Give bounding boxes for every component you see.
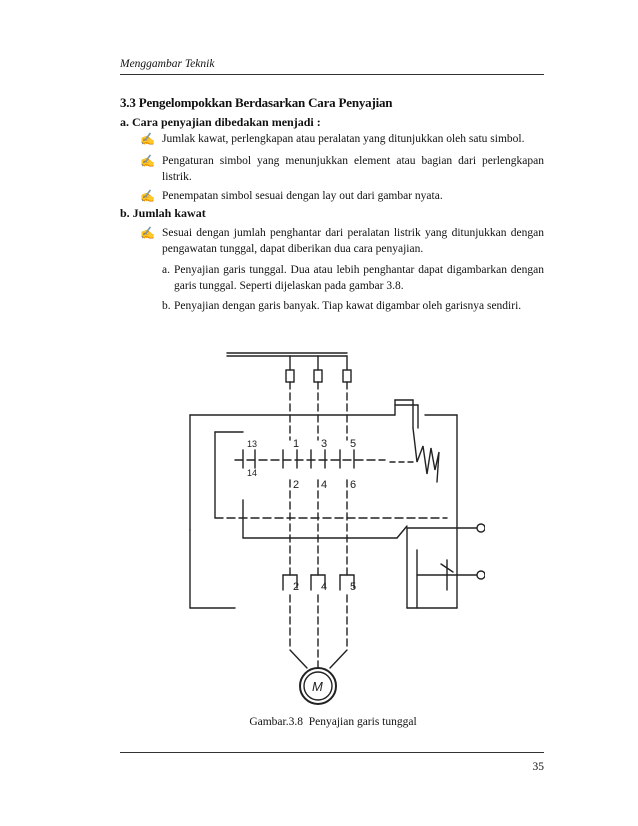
bullet-text: Penempatan simbol sesuai dengan lay out dari gambar nyata. [162,190,443,202]
list-item-text: Penyajian garis tunggal. Dua atau lebih penghantar dapat digambarkan dengan garis tunggal. Seperti dijelaskan pada gambar 3.8. [174,264,544,292]
pen-bullet-icon: ✍ [140,189,155,203]
contact-label: 2 [293,581,300,593]
thermal-relay-icon [413,428,439,482]
list-item [162,262,544,294]
pen-bullet-icon: ✍ [140,132,155,146]
subheading-a: a. Cara penyajian dibedakan menjadi : [120,115,321,129]
fuse-symbol [286,370,294,382]
list-item [162,298,544,314]
contact-label: 3 [321,438,328,450]
caption-label: Gambar.3.8 [249,716,303,728]
figure-caption [0,716,638,728]
aux-contact-label: 13 [247,439,258,449]
list-item-label: a. [162,264,170,276]
contact-label: 1 [293,438,300,450]
bullet-text: Sesuai dengan jumlah penghantar dari peralatan listrik yang ditunjukkan dengan pengawatan tunggal, dapat diberikan dua cara penyajian. [162,227,544,255]
fuse-symbol [343,370,351,382]
section-title: 3.3 Pengelompokkan Berdasarkan Cara Penyajian [120,95,393,110]
switch-symbol [397,526,407,538]
fuse-symbol [314,370,322,382]
motor-lead [290,650,307,668]
pen-bullet-icon: ✍ [140,154,155,168]
motor-lead [330,650,347,668]
single-line-wiring-diagram [185,350,485,710]
terminal-icon [477,524,485,532]
bullet-item [140,153,544,185]
contact-label: 5 [350,438,357,450]
caption-text: Penyajian garis tunggal [308,716,417,728]
bullet-text: Pengaturan simbol yang menunjukkan element atau bagian dari perlengkapan listrik. [162,155,544,183]
bullet-text: Jumlak kawat, perlengkapan atau peralatan yang ditunjukkan oleh satu simbol. [162,133,525,145]
header-rule [120,74,544,75]
running-header: Menggambar Teknik [120,58,215,70]
page-number: 35 [532,761,544,773]
contact-label: 5 [350,581,357,593]
aux-contact-label: 14 [247,468,258,478]
contact-label: 2 [293,479,300,491]
contact-label: 6 [350,479,357,491]
motor-label: M [312,679,323,694]
terminal-icon [477,571,485,579]
footer-rule [120,752,544,753]
pen-bullet-icon: ✍ [140,226,155,240]
list-item-label: b. [162,300,171,312]
main-contacts [243,450,354,468]
bullet-item [140,131,544,147]
bullet-item [140,188,544,204]
contact-label: 4 [321,479,328,491]
contact-label: 4 [321,581,328,593]
list-item-text: Penyajian dengan garis banyak. Tiap kawat digambar oleh garisnya sendiri. [174,300,522,312]
bullet-item [140,225,544,257]
subheading-b: b. Jumlah kawat [120,206,206,220]
